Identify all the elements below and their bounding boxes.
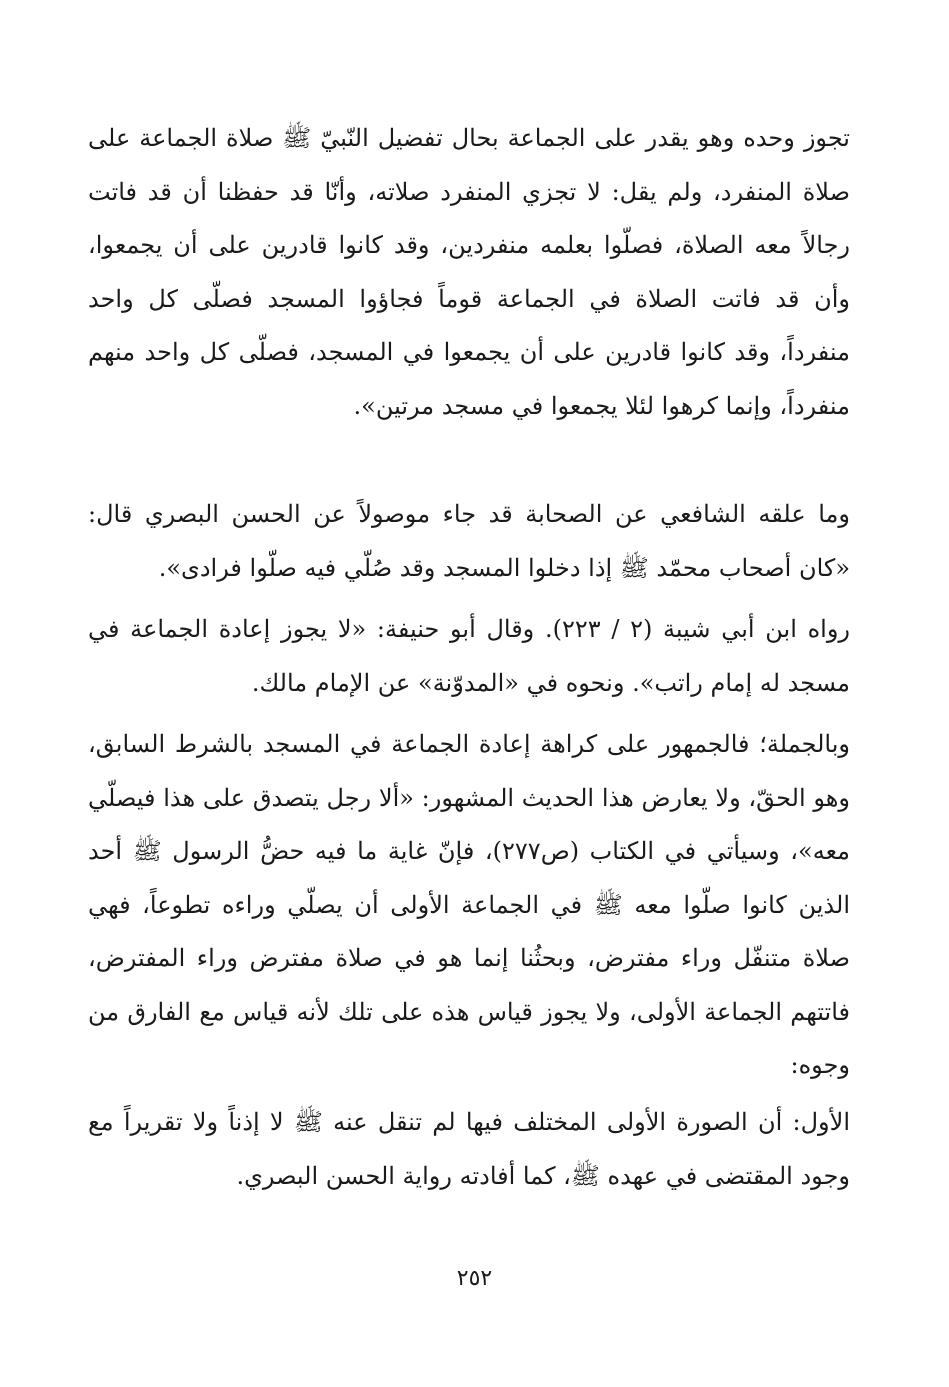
page-number: ٢٥٢ [456, 1266, 493, 1291]
paragraph-5: الأول: أن الصورة الأولى المختلف فيها لم تنقل عنه ﷺ لا إذناً ولا تقريراً مع وجود المقتضى في عهده ﷺ، كما أفادته رواية الحسن البصري. [88, 1108, 850, 1190]
paragraph-1: تجوز وحده وهو يقدر على الجماعة بحال تفضيل النّبيّ ﷺ صلاة الجماعة على صلاة المنفرد، ولم يقل: لا تجزي المنفرد صلاته، وأنّا قد حفظنا أن قد فاتت رجالاً معه الصلاة، فصلّوا بعلمه منفردين، وقد كانوا قادرين على أن يجمعوا، وأن قد فاتت الصلاة في الجماعة قوماً فجاؤوا المسجد فصلّى كل واحد منفرداً، وقد كانوا قادرين على أن يجمعوا في المسجد، فصلّى كل واحد منهم منفرداً، وإنما كرهوا لئلا يجمعوا في مسجد مرتين». [88, 124, 850, 420]
paragraph-2: وما علقه الشافعي عن الصحابة قد جاء موصولاً عن الحسن البصري قال: «كان أصحاب محمّد ﷺ إذا دخلوا المسجد وقد صُلّي فيه صلّوا فرادى». [88, 500, 850, 582]
paragraph-4: وبالجملة؛ فالجمهور على كراهة إعادة الجماعة في المسجد بالشرط السابق، وهو الحقّ، ولا يعارض هذا الحديث المشهور: «ألا رجل يتصدق على هذا فيصلّي معه»، وسيأتي في الكتاب (ص٢٧٧)، فإنّ غاية ما فيه حضُّ الرسول ﷺ أحد الذين كانوا صلّوا معه ﷺ في الجماعة الأولى أن يصلّي وراءه تطوعاً، فهي صلاة متنفّل وراء مفترض، وبحثُنا إنما هو في صلاة مفترض وراء المفترض، فاتتهم الجماعة الأولى، ولا يجوز قياس هذه على تلك لأنه قياس مع الفارق من وجوه: [88, 730, 851, 1079]
paragraph-3: رواه ابن أبي شيبة (٢ / ٢٢٣). وقال أبو حنيفة: «لا يجوز إعادة الجماعة في مسجد له إمام راتب». ونحوه في «المدوّنة» عن الإمام مالك. [88, 615, 850, 697]
